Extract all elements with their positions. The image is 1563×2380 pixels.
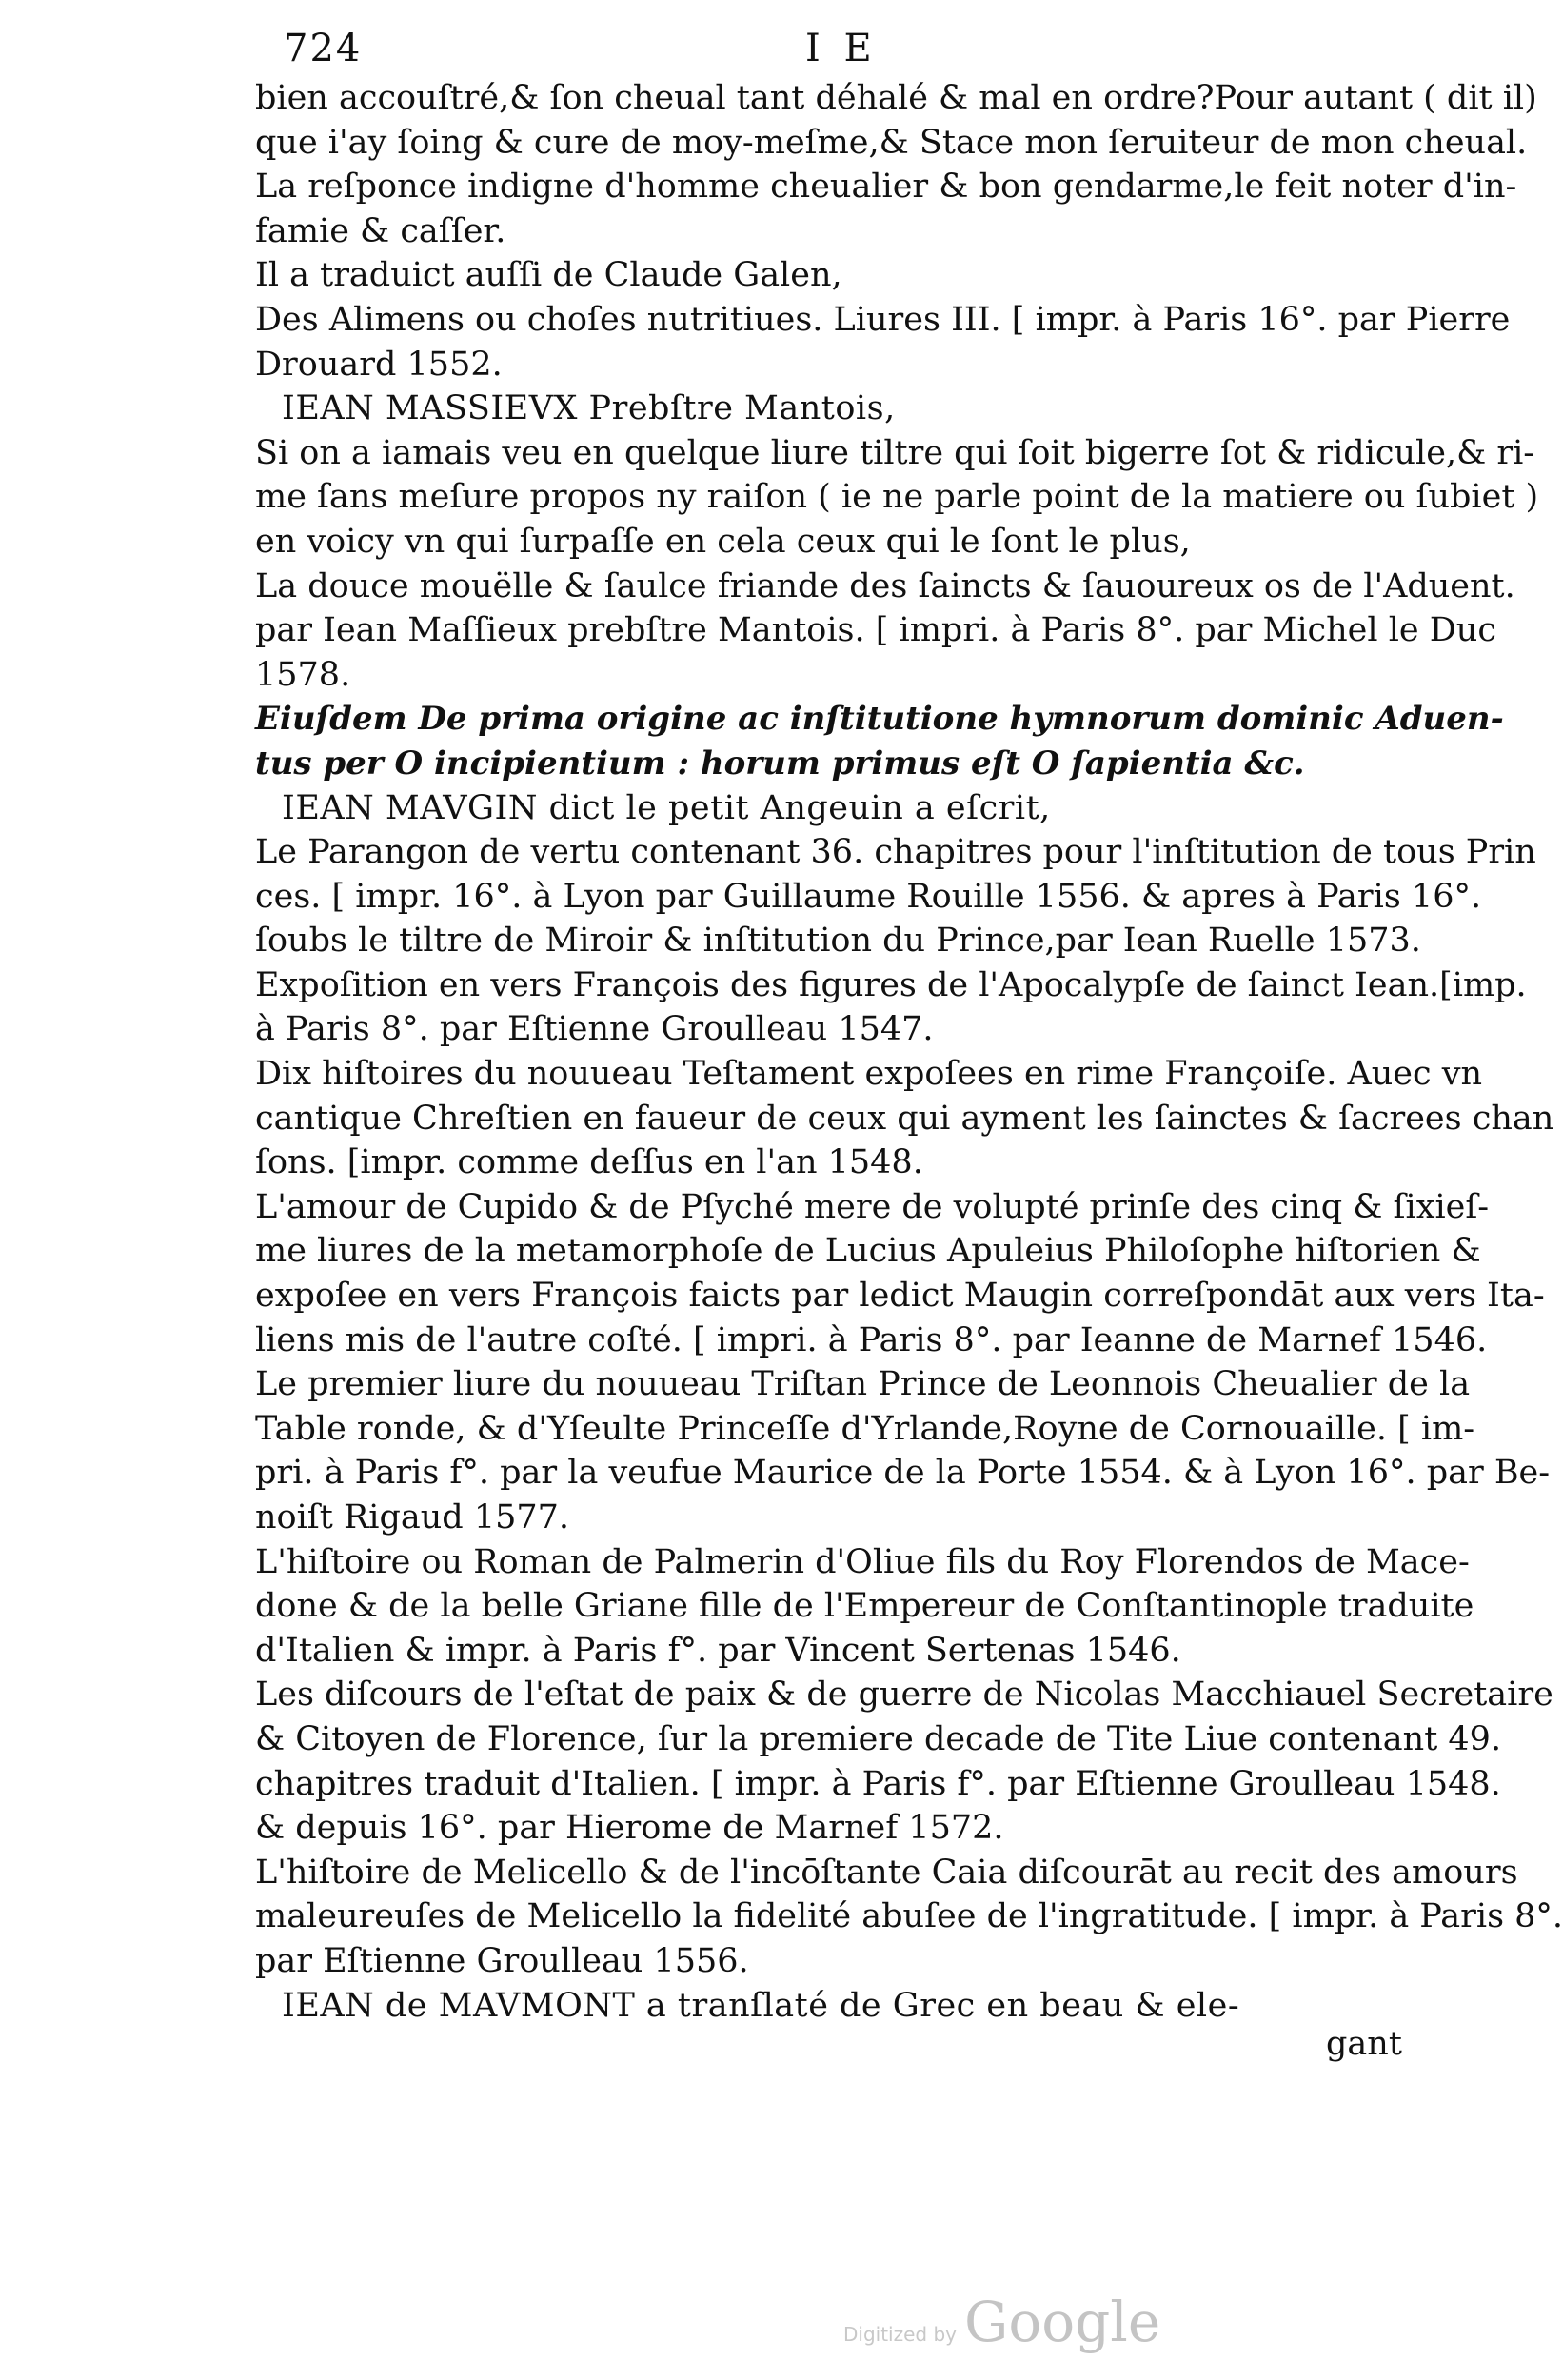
- google-watermark: [843, 2290, 1160, 2354]
- text-line: que i'ay ſoing & cure de moy-meſme,& Stace mon ſeruiteur de mon cheual.: [255, 123, 1528, 162]
- text-line: L'amour de Cupido & de Pſyché mere de volupté prinſe des cinq & ſixieſ-: [255, 1187, 1490, 1226]
- text-line: ſons. [impr. comme deſſus en l'an 1548.: [255, 1143, 923, 1182]
- text-line: La douce mouëlle & ſaulce friande des ſaincts & ſauoureux os de l'Aduent.: [255, 566, 1515, 605]
- text-line: ces. [ impr. 16°. à Lyon par Guillaume Rouille 1556. & apres à Paris 16°.: [255, 877, 1482, 916]
- text-line: Les diſcours de l'eſtat de paix & de guerre de Nicolas Macchiauel Secretaire: [255, 1676, 1553, 1715]
- text-line: 1578.: [255, 655, 351, 694]
- text-line: par Eſtienne Groulleau 1556.: [255, 1941, 749, 1980]
- text-line: Le Parangon de vertu contenant 36. chapitres pour l'inſtitution de tous Prin: [255, 833, 1536, 872]
- text-line: & depuis 16°. par Hierome de Marnef 1572.: [255, 1809, 1004, 1848]
- italic-line: tus per O incipientium : horum primus eſt O ſapientia &c.: [255, 744, 1305, 783]
- running-head: I E: [805, 27, 878, 70]
- google-logo: Google: [964, 2290, 1161, 2354]
- text-line: done & de la belle Griane fille de l'Empereur de Conſtantinople traduite: [255, 1587, 1474, 1626]
- text-line: bien accouſtré,& ſon cheual tant déhalé & mal en ordre?Pour autant ( dit il): [255, 79, 1537, 117]
- catchword: gant: [1326, 2025, 1402, 2063]
- text-line: me ſans meſure propos ny raiſon ( ie ne parle point de la matiere ou ſubiet ): [255, 478, 1539, 517]
- text-line: liens mis de l'autre coſté. [ impri. à Paris 8°. par Ieanne de Marnef 1546.: [255, 1320, 1488, 1359]
- entry-heading: IEAN de MAVMONT a tranſlaté de Grec en beau & ele-: [282, 1986, 1240, 2025]
- text-block: [255, 76, 1563, 2028]
- text-line: Des Alimens ou choſes nutritiues. Liures III. [ impr. à Paris 16°. par Pierre: [255, 300, 1511, 339]
- text-line: maleureuſes de Melicello la fidelité abuſee de l'ingratitude. [ impr. à Paris 8°.: [255, 1897, 1563, 1936]
- text-line: par Iean Maſſieux prebſtre Mantois. [ impri. à Paris 8°. par Michel le Duc: [255, 611, 1496, 650]
- text-line: en voicy vn qui ſurpaſſe en cela ceux qui le ſont le plus,: [255, 522, 1191, 561]
- watermark-prefix: Digitized by: [843, 2323, 957, 2346]
- text-line: L'hiſtoire de Melicello & de l'incōſtante Caia diſcourāt au recit des amours: [255, 1853, 1518, 1892]
- text-line: noiſt Rigaud 1577.: [255, 1498, 570, 1537]
- entry-heading: IEAN MASSIEVX Prebſtre Mantois,: [282, 389, 896, 428]
- text-line: La reſponce indigne d'homme cheualier & bon gendarme,le feit noter d'in-: [255, 168, 1517, 207]
- text-line: & Citoyen de Florence, ſur la premiere decade de Tite Liue contenant 49.: [255, 1719, 1502, 1758]
- text-line: expoſee en vers François faicts par ledict Maugin correſpondāt aux vers Ita-: [255, 1277, 1545, 1316]
- text-line: pri. à Paris f°. par la veufue Maurice de la Porte 1554. & à Lyon 16°. par Be-: [255, 1454, 1551, 1493]
- text-line: famie & caſſer.: [255, 211, 506, 250]
- text-line: Drouard 1552.: [255, 345, 503, 384]
- text-line: Si on a iamais veu en quelque liure tiltre qui ſoit bigerre ſot & ridicule,& ri-: [255, 433, 1535, 472]
- text-line: Expoſition en vers François des figures de l'Apocalypſe de ſainct Iean.[imp.: [255, 965, 1527, 1004]
- entry-heading: IEAN MAVGIN dict le petit Angeuin a eſcrit,: [282, 788, 1051, 827]
- text-line: à Paris 8°. par Eſtienne Groulleau 1547.: [255, 1010, 934, 1049]
- page-number: 724: [284, 27, 363, 70]
- italic-line: Eiuſdem De prima origine ac inſtitutione hymnorum dominic Aduen-: [255, 700, 1504, 739]
- text-line: d'Italien & impr. à Paris f°. par Vincent Sertenas 1546.: [255, 1631, 1181, 1670]
- text-line: cantique Chreſtien en faueur de ceux qui ayment les ſainctes & ſacrees chan: [255, 1099, 1554, 1138]
- text-line: Il a traduict auſſi de Claude Galen,: [255, 256, 842, 295]
- text-line: chapitres traduit d'Italien. [ impr. à Paris f°. par Eſtienne Groulleau 1548.: [255, 1764, 1501, 1803]
- text-line: me liures de la metamorphoſe de Lucius Apuleius Philoſophe hiſtorien &: [255, 1232, 1481, 1271]
- text-line: Le premier liure du nouueau Triſtan Prince de Leonnois Cheualier de la: [255, 1365, 1471, 1404]
- text-line: ſoubs le tiltre de Miroir & inſtitution du Prince,par Iean Ruelle 1573.: [255, 922, 1421, 961]
- text-line: Dix hiſtoires du nouueau Teſtament expoſees en rime Françoiſe. Auec vn: [255, 1055, 1483, 1094]
- text-line: L'hiſtoire ou Roman de Palmerin d'Oliue fils du Roy Florendos de Mace-: [255, 1542, 1470, 1581]
- text-line: Table ronde, & d'Yſeulte Princeſſe d'Yrlande,Royne de Cornouaille. [ im-: [255, 1409, 1475, 1448]
